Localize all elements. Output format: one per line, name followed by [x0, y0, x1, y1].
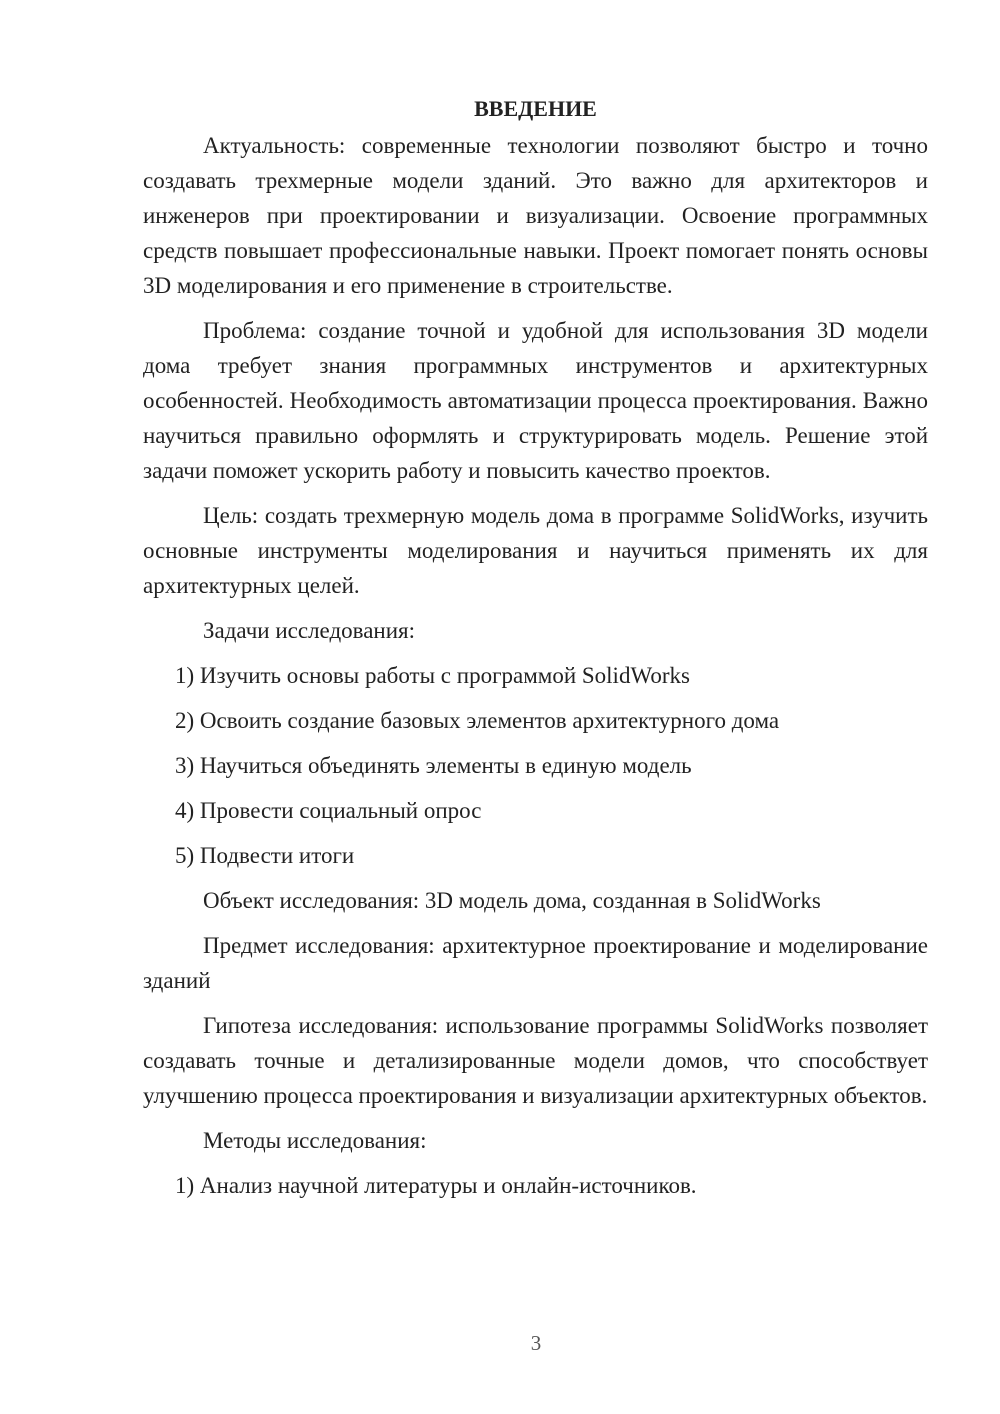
relevance-paragraph: Актуальность: современные технологии позволяют быстро и точно создавать трехмерные модели зданий. Это важно для архитекторов и инженеров при проектировании и визуализации. Освоение программных средств повышает профессиональные навыки. Проект помогает понять основы 3D моделирования и его применение в строительстве.: [143, 133, 928, 298]
tasks-heading: Задачи исследования:: [203, 618, 416, 643]
page-number: 3: [530, 1331, 542, 1355]
document-body: [143, 92, 928, 1213]
tasks-list: [143, 658, 928, 873]
list-item: 4) Провести социальный опрос: [175, 798, 482, 823]
list-item: 2) Освоить создание базовых элементов архитектурного дома: [175, 708, 780, 733]
methods-heading: Методы исследования:: [203, 1128, 427, 1153]
page-title: ВВЕДЕНИЕ: [474, 96, 597, 121]
methods-list: [143, 1168, 928, 1203]
subject-paragraph: Предмет исследования: архитектурное проектирование и моделирование зданий: [143, 933, 928, 993]
goal-paragraph: Цель: создать трехмерную модель дома в программе SolidWorks, изучить основные инструменты моделирования и научиться применять их для архитектурных целей.: [143, 503, 928, 598]
list-item: 3) Научиться объединять элементы в единую модель: [175, 753, 692, 778]
problem-paragraph: Проблема: создание точной и удобной для использования 3D модели дома требует знания программных инструментов и архитектурных особенностей. Необходимость автоматизации процесса проектирования. Важно научиться правильно оформлять и структурировать модель. Решение этой задачи поможет ускорить работу и повысить качество проектов.: [143, 318, 928, 483]
hypothesis-paragraph: Гипотеза исследования: использование программы SolidWorks позволяет создавать точные и детализированные модели домов, что способствует улучшению процесса проектирования и визуализации архитектурных объектов.: [143, 1013, 928, 1108]
list-item: 5) Подвести итоги: [175, 843, 355, 868]
list-item: 1) Изучить основы работы с программой SolidWorks: [175, 663, 690, 688]
list-item: 1) Анализ научной литературы и онлайн-источников.: [175, 1173, 697, 1198]
object-paragraph: Объект исследования: 3D модель дома, созданная в SolidWorks: [203, 888, 821, 913]
